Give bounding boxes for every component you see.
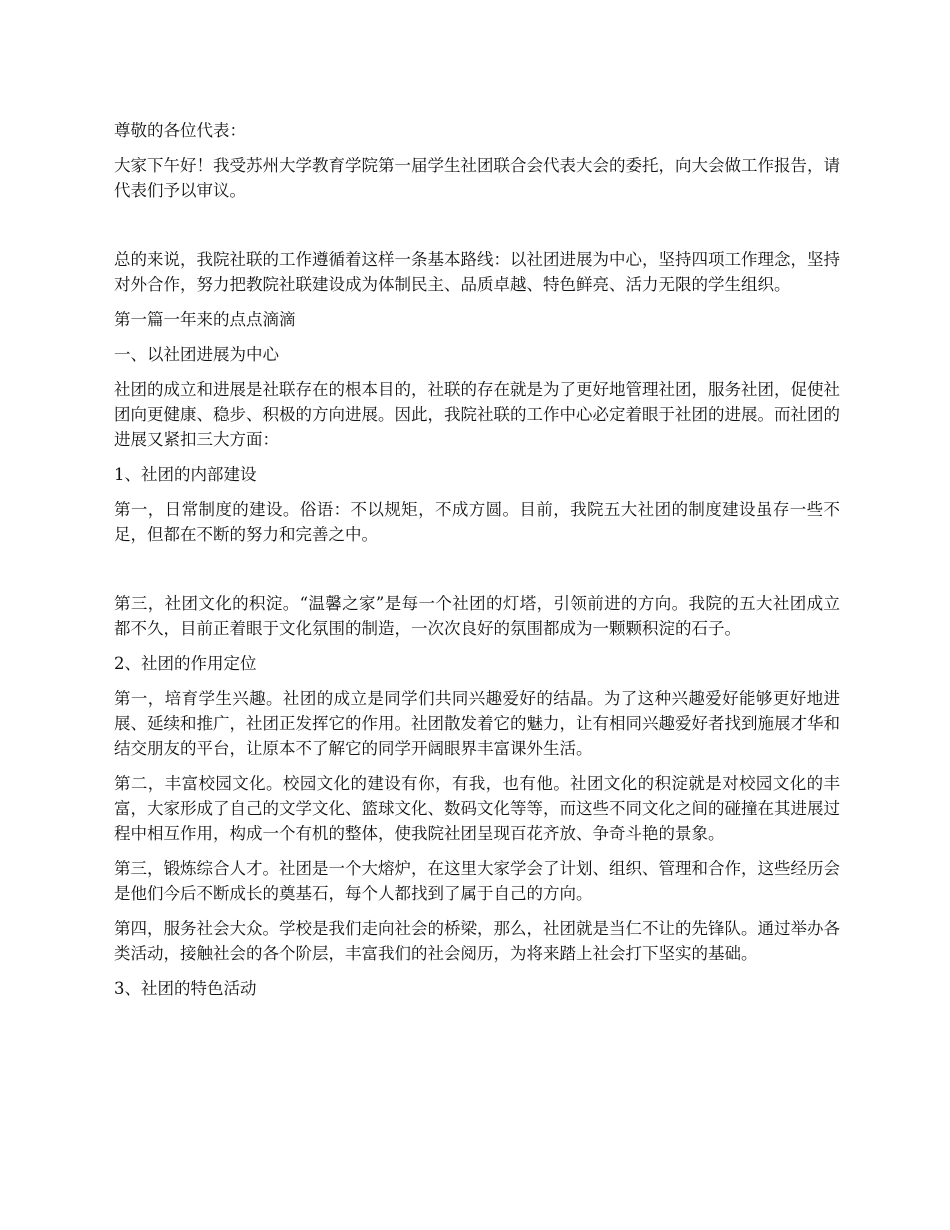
- document-body: [114, 118, 840, 1011]
- spacer: [114, 557, 840, 591]
- salutation: 尊敬的各位代表：: [114, 121, 246, 140]
- subsection-heading: 3、社团的特色活动: [114, 979, 257, 998]
- paragraph: 第一，日常制度的建设。俗语：不以规矩，不成方圆。目前，我院五大社团的制度建设虽存一些不足，但都在不断的努力和完善之中。: [114, 500, 840, 544]
- greeting-paragraph: 大家下午好！我受苏州大学教育学院第一届学生社团联合会代表大会的委托，向大会做工作报告，请代表们予以审议。: [114, 156, 840, 200]
- summary-paragraph: 总的来说，我院社联的工作遵循着这样一条基本路线：以社团进展为中心，坚持四项工作理念，坚持对外合作，努力把教院社联建设成为体制民主、品质卓越、特色鲜亮、活力无限的学生组织。: [114, 250, 840, 294]
- paragraph: 第二，丰富校园文化。校园文化的建设有你，有我，也有他。社团文化的积淀就是对校园文化的丰富，大家形成了自己的文学文化、篮球文化、数码文化等等，而这些不同文化之间的碰撞在其进展过程中相互作用，构成一个有机的整体，使我院社团呈现百花齐放、争奇斗艳的景象。: [114, 774, 840, 843]
- subsection-heading: 1、社团的内部建设: [114, 465, 257, 484]
- paragraph: 第三，社团文化的积淀。“温馨之家”是每一个社团的灯塔，引领前进的方向。我院的五大社团成立都不久，目前正着眼于文化氛围的制造，一次次良好的氛围都成为一颗颗积淀的石子。: [114, 594, 840, 638]
- paragraph: 第一，培育学生兴趣。社团的成立是同学们共同兴趣爱好的结晶。为了这种兴趣爱好能够更好地进展、延续和推广，社团正发挥它的作用。社团散发着它的魅力，让有相同兴趣爱好者找到施展才华和结交朋友的平台，让原本不了解它的同学开阔眼界丰富课外生活。: [114, 689, 840, 758]
- part-title: 第一篇一年来的点点滴滴: [114, 310, 296, 329]
- subsection-heading: 2、社团的作用定位: [114, 654, 257, 673]
- spacer: [114, 213, 840, 247]
- paragraph: 第四，服务社会大众。学校是我们走向社会的桥梁，那么，社团就是当仁不让的先锋队。通过举办各类活动，接触社会的各个阶层，丰富我们的社会阅历，为将来踏上社会打下坚实的基础。: [114, 919, 840, 963]
- section-intro-paragraph: 社团的成立和进展是社联存在的根本目的，社联的存在就是为了更好地管理社团，服务社团，促使社团向更健康、稳步、积极的方向进展。因此，我院社联的工作中心必定着眼于社团的进展。而社团的进展又紧扣三大方面：: [114, 380, 840, 449]
- section-heading: 一、以社团进展为中心: [114, 345, 279, 364]
- paragraph: 第三，锻炼综合人才。社团是一个大熔炉，在这里大家学会了计划、组织、管理和合作，这些经历会是他们今后不断成长的奠基石，每个人都找到了属于自己的方向。: [114, 859, 840, 903]
